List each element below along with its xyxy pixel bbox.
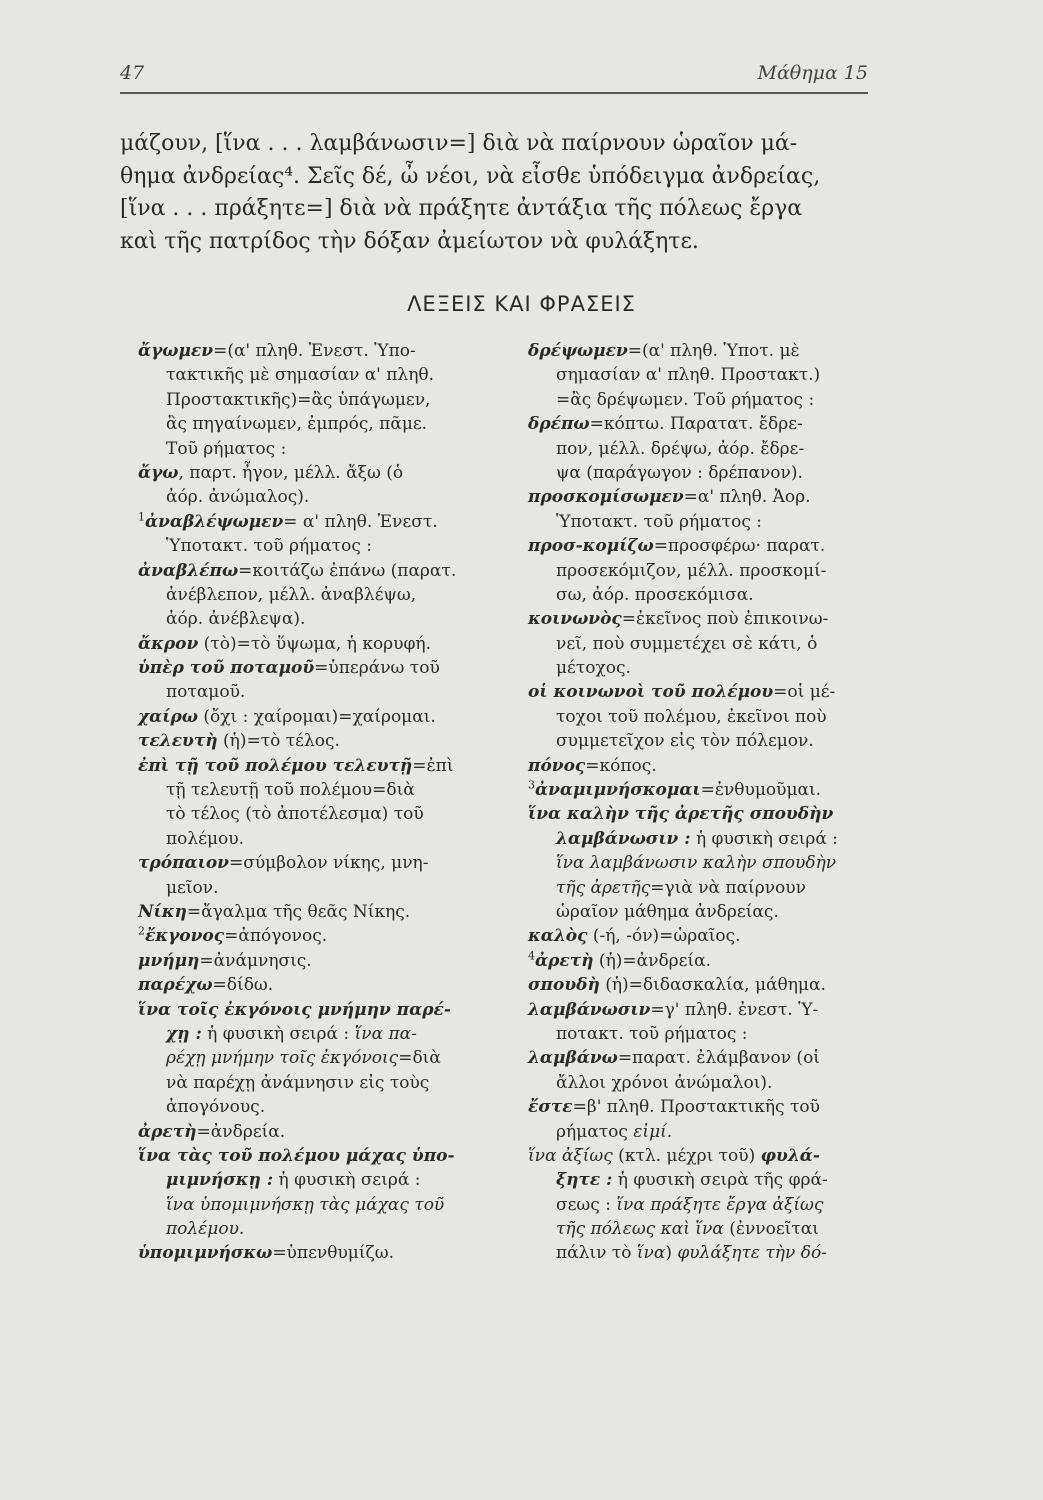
definition: =ἂς δρέψωμεν. Τοῦ ρήματος :: [556, 389, 815, 410]
glossary-line: [138, 876, 510, 900]
definition: =(α' πληθ. Ἐνεστ. Ὑπο-: [213, 341, 416, 361]
definition: τῇ τελευτῇ τοῦ πολέμου=διὰ: [166, 780, 415, 801]
italic-phrase: τῆς ἀρετῆς: [556, 877, 651, 898]
glossary-line: [528, 998, 888, 1022]
glossary-line: [138, 1095, 510, 1119]
glossary-line: [528, 1193, 888, 1217]
glossary-line: [138, 1046, 510, 1070]
definition: (ἡ)=τὸ τέλος.: [217, 731, 340, 752]
headword: πόνος: [528, 755, 586, 776]
headword: λαμβάνω: [528, 1048, 618, 1069]
definition: =προσφέρω· παρατ.: [653, 536, 826, 557]
definition: =διὰ: [398, 1048, 441, 1069]
glossary-line: [528, 778, 888, 802]
definition: σημασίαν α' πληθ. Προστακτ.): [556, 365, 821, 386]
glossary-line: [528, 754, 888, 778]
definition: προσεκόμιζον, μέλλ. προσκομί-: [556, 560, 827, 581]
glossary-line: [138, 1217, 510, 1241]
glossary-line: [528, 485, 888, 509]
definition: ρήματος: [556, 1121, 634, 1142]
definition: ὡραῖον μάθημα ἀνδρείας.: [556, 901, 779, 922]
intro-line: μάζουν, [ἵνα . . . λαμβάνωσιν=] διὰ νὰ παίρνουν ὡραῖον μά-: [120, 131, 798, 156]
glossary-line: [528, 583, 888, 607]
definition: Ὑποτακτ. τοῦ ρήματος :: [166, 536, 372, 557]
definition: ἀόρ. ἀνέβλεψα).: [166, 609, 306, 630]
glossary-line: [528, 973, 888, 997]
definition: (ἡ)=ἀνδρεία.: [593, 950, 712, 971]
headword: λαμβάνωσιν: [528, 999, 651, 1020]
definition: ἀόρ. ἀνώμαλος).: [166, 487, 310, 508]
definition: τακτικῆς μὲ σημασίαν α' πληθ.: [166, 365, 435, 386]
glossary-line: [528, 1120, 888, 1144]
glossary-line: [528, 705, 888, 729]
glossary-line: [138, 949, 510, 973]
glossary-line: [138, 973, 510, 997]
footnote-marker: 4: [528, 949, 535, 963]
definition: σω, ἀόρ. προσεκόμισα.: [556, 584, 754, 605]
glossary-line: [528, 1144, 888, 1168]
headword: δρέπω: [528, 414, 590, 435]
headword: καλὸς: [528, 926, 588, 947]
glossary-line: [528, 461, 888, 485]
italic-phrase: ἵνα ὑπομιμνήσκῃ τὰς μάχας τοῦ: [166, 1194, 445, 1215]
glossary-line: [138, 1071, 510, 1095]
glossary-line: [138, 778, 510, 802]
definition: =σύμβολον νίκης, μνη-: [228, 853, 429, 874]
definition: ἡ φυσικὴ σειρὰ τῆς φρά-: [612, 1170, 828, 1191]
headword: κοινωνὸς: [528, 609, 622, 630]
glossary-line: [138, 510, 510, 534]
definition: ἂς πηγαίνωμεν, ἐμπρός, πᾶμε.: [166, 414, 428, 435]
headword: ἄκρον: [138, 633, 199, 654]
headword: ἄγω: [138, 462, 179, 483]
footnote-marker: 3: [528, 778, 535, 792]
glossary-line: [138, 705, 510, 729]
definition: =κόπτω. Παρατατ. ἔδρε-: [589, 414, 803, 435]
definition: νεῖ, ποὺ συμμετέχει σὲ κάτι, ὁ: [556, 633, 818, 654]
headword: ἐπὶ τῇ τοῦ πολέμου τελευτῇ: [138, 755, 413, 776]
headword: μιμνήσκῃ :: [166, 1170, 274, 1191]
glossary-line: [138, 363, 510, 387]
definition: πάλιν τὸ: [556, 1243, 637, 1264]
glossary-line: [138, 802, 510, 826]
glossary-line: [138, 1241, 510, 1265]
headword: ἄγωμεν: [138, 341, 214, 361]
glossary-line: [528, 412, 888, 436]
headword: δρέψωμεν: [528, 341, 628, 361]
headword: προσκομίσωμεν: [528, 487, 684, 508]
definition: ποταμοῦ.: [166, 682, 246, 703]
glossary-line: [528, 680, 888, 704]
glossary-line: [138, 1022, 510, 1046]
definition: ἀπογόνους.: [166, 1097, 266, 1118]
definition: =ἀπόγονος.: [224, 926, 328, 947]
italic-phrase: ἵνα λαμβάνωσιν καλὴν σπουδὴν: [556, 853, 837, 874]
definition: (ἐννοεῖται: [723, 1219, 819, 1240]
italic-phrase: τῆς πόλεως καὶ ἵνα: [556, 1219, 724, 1240]
glossary-line: [528, 729, 888, 753]
definition: =ἐπὶ: [412, 755, 454, 776]
headword: ἵνα καλὴν τῆς ἀρετῆς σπουδὴν: [528, 804, 834, 825]
glossary-line: [138, 339, 510, 363]
glossary-line: [528, 559, 888, 583]
glossary-line: [528, 607, 888, 631]
definition: (τὸ)=τὸ ὕψωμα, ἡ κορυφή.: [198, 633, 431, 654]
definition: ἡ φυσικὴ σειρά :: [273, 1170, 421, 1191]
headword: μνήμη: [138, 950, 200, 971]
glossary-line: [528, 437, 888, 461]
glossary-line: [528, 1217, 888, 1241]
glossary-left-column: [138, 339, 510, 1266]
definition: σεως :: [556, 1194, 617, 1215]
glossary-line: [528, 949, 888, 973]
headword: ἵνα τὰς τοῦ πολέμου μάχας ὑπο-: [138, 1145, 455, 1166]
headword: ἀρετὴ: [138, 1121, 197, 1142]
glossary-line: [528, 900, 888, 924]
headword: ἔστε: [528, 1097, 573, 1118]
glossary-line: [528, 876, 888, 900]
section-title: ΛΕΞΕΙΣ ΚΑΙ ΦΡΑΣΕΙΣ: [407, 292, 636, 316]
glossary-line: [138, 1193, 510, 1217]
glossary-line: [528, 339, 888, 363]
glossary-line: [138, 583, 510, 607]
headword: χῃ :: [166, 1023, 202, 1044]
glossary-line: [138, 656, 510, 680]
definition: μέτοχος.: [556, 658, 631, 679]
definition: Ὑποτακτ. τοῦ ρήματος :: [556, 511, 762, 532]
headword: ἀναμιμνήσκομαι: [535, 780, 701, 801]
glossary-line: [528, 802, 888, 826]
glossary-line: [528, 851, 888, 875]
headword: Νίκη: [138, 901, 187, 922]
headword: ὑπομιμνήσκω: [138, 1243, 273, 1264]
glossary-line: [138, 388, 510, 412]
headword: ἀναβλέπω: [138, 560, 239, 581]
glossary-line: [138, 485, 510, 509]
italic-phrase: εἰμί.: [633, 1121, 673, 1142]
glossary-line: [528, 388, 888, 412]
definition: Προστακτικῆς)=ἂς ὑπάγωμεν,: [166, 389, 431, 410]
headword: ξητε :: [556, 1170, 613, 1191]
definition: Τοῦ ρήματος :: [166, 438, 287, 459]
definition: =α' πληθ. Ἀορ.: [683, 487, 811, 508]
glossary-line: [528, 1241, 888, 1265]
glossary-line: [528, 1168, 888, 1192]
definition: (κτλ. μέχρι τοῦ): [612, 1145, 761, 1166]
definition: =γ' πληθ. ἐνεστ. Ὑ-: [650, 999, 819, 1020]
glossary-line: [528, 656, 888, 680]
glossary-line: [138, 607, 510, 631]
italic-phrase: ἵνα πράξητε ἔργα ἀξίως: [616, 1194, 824, 1215]
headword: φυλά-: [760, 1145, 820, 1166]
glossary-line: [528, 510, 888, 534]
glossary-line: [528, 363, 888, 387]
glossary-line: [138, 632, 510, 656]
definition: =ἀνάμνησις.: [199, 950, 312, 971]
glossary-line: [138, 412, 510, 436]
glossary-line: [138, 559, 510, 583]
definition: =ὑπεράνω τοῦ: [314, 658, 440, 679]
definition: , παρτ. ἦγον, μέλλ. ἄξω (ὁ: [178, 462, 404, 483]
italic-phrase: ἵνα: [636, 1243, 666, 1264]
footnote-marker: 2: [138, 924, 145, 938]
glossary-line: [528, 1071, 888, 1095]
definition: =κόπος.: [585, 755, 657, 776]
definition: =ὑπενθυμίζω.: [272, 1243, 394, 1264]
headword: ὑπὲρ τοῦ ποταμοῦ: [138, 658, 315, 679]
definition: συμμετεῖχον εἰς τὸν πόλεμον.: [556, 731, 814, 752]
definition: πολέμου.: [166, 828, 245, 849]
headword: λαμβάνωσιν :: [556, 828, 691, 849]
glossary-line: [138, 754, 510, 778]
footnote-marker: 1: [138, 510, 145, 524]
definition: (ὄχι : χαίρομαι)=χαίρομαι.: [197, 706, 436, 727]
glossary-line: [138, 900, 510, 924]
definition: νὰ παρέχῃ ἀνάμνησιν εἰς τοὺς: [166, 1072, 430, 1093]
definition: =ἐκεῖνος ποὺ ἐπικοινω-: [621, 609, 829, 630]
headword: τελευτὴ: [138, 731, 218, 752]
glossary-line: [528, 1095, 888, 1119]
definition: =γιὰ νὰ παίρνουν: [650, 877, 806, 898]
lesson-title: Μάθημα 15: [757, 62, 868, 84]
definition: ἡ φυσικὴ σειρά :: [690, 828, 838, 849]
italic-phrase: φυλάξητε τὴν δό-: [677, 1243, 827, 1264]
glossary-line: [138, 827, 510, 851]
definition: πον, μέλλ. δρέψω, ἀόρ. ἔδρε-: [556, 438, 805, 459]
definition: ): [665, 1243, 678, 1264]
definition: ἡ φυσικὴ σειρά :: [201, 1023, 355, 1044]
headword: χαίρω: [138, 706, 198, 727]
glossary-line: [138, 1168, 510, 1192]
headword: ἀρετὴ: [535, 950, 594, 971]
glossary-line: [138, 729, 510, 753]
definition: =ἄγαλμα τῆς θεᾶς Νίκης.: [186, 901, 411, 922]
definition: ἀνέβλεπον, μέλλ. ἀναβλέψω,: [166, 584, 417, 605]
italic-phrase: ρέχῃ μνήμην τοῖς ἐκγόνοις: [166, 1048, 399, 1069]
intro-line: [ἵνα . . . πράξητε=] διὰ νὰ πράξητε ἀντάξια τῆς πόλεως ἔργα: [120, 196, 803, 221]
definition: =ἀνδρεία.: [196, 1121, 286, 1142]
headword: ἀναβλέψωμεν: [145, 511, 284, 532]
page-number: 47: [120, 62, 145, 84]
definition: =παρατ. ἐλάμβανον (οἱ: [617, 1048, 820, 1069]
definition: τοχοι τοῦ πολέμου, ἐκεῖνοι ποὺ: [556, 706, 827, 727]
intro-paragraph: [120, 128, 872, 258]
italic-phrase: ἵνα ἀξίως: [528, 1145, 613, 1166]
definition: = α' πληθ. Ἐνεστ.: [283, 511, 438, 532]
definition: ἄλλοι χρόνοι ἀνώμαλοι).: [556, 1072, 773, 1093]
page-header: [120, 62, 868, 94]
glossary-line: [138, 680, 510, 704]
headword: προσ-κομίζω: [528, 536, 654, 557]
definition: =οἱ μέ-: [773, 682, 836, 703]
header-rule: [120, 92, 868, 94]
definition: ποτακτ. τοῦ ρήματος :: [556, 1023, 748, 1044]
glossary-line: [138, 461, 510, 485]
glossary-line: [138, 437, 510, 461]
glossary-line: [528, 1046, 888, 1070]
headword: παρέχω: [138, 975, 213, 996]
definition: =κοιτάζω ἐπάνω (παρατ.: [238, 560, 457, 581]
glossary-line: [528, 1022, 888, 1046]
definition: τὸ τέλος (τὸ ἀποτέλεσμα) τοῦ: [166, 804, 424, 825]
glossary-line: [138, 1120, 510, 1144]
italic-phrase: ἵνα πα-: [354, 1023, 417, 1044]
definition: (ἡ)=διδασκαλία, μάθημα.: [599, 975, 826, 996]
glossary-line: [138, 1144, 510, 1168]
glossary-line: [138, 924, 510, 948]
headword: ἵνα τοῖς ἐκγόνοις μνήμην παρέ-: [138, 999, 451, 1020]
definition: (-ή, -όν)=ὡραῖος.: [587, 926, 741, 947]
glossary-line: [138, 534, 510, 558]
italic-phrase: πολέμου.: [166, 1219, 245, 1240]
glossary-line: [138, 998, 510, 1022]
headword: ἔκγονος: [145, 926, 225, 947]
intro-line: θημα ἀνδρείας⁴. Σεῖς δέ, ὦ νέοι, νὰ εἶσθε ὑπόδειγμα ἀνδρείας,: [120, 163, 821, 189]
definition: μεῖον.: [166, 877, 219, 898]
definition: =β' πληθ. Προστακτικῆς τοῦ: [572, 1097, 820, 1118]
glossary-right-column: [528, 339, 888, 1266]
glossary-line: [528, 632, 888, 656]
definition: =(α' πληθ. Ὑποτ. μὲ: [627, 341, 800, 361]
definition: =δίδω.: [212, 975, 274, 996]
glossary-line: [528, 534, 888, 558]
headword: οἱ κοινωνοὶ τοῦ πολέμου: [528, 682, 774, 703]
definition: =ἐνθυμοῦμαι.: [700, 780, 822, 801]
glossary-line: [138, 851, 510, 875]
glossary-line: [528, 827, 888, 851]
headword: τρόπαιον: [138, 853, 229, 874]
glossary-line: [528, 924, 888, 948]
intro-line: καὶ τῆς πατρίδος τὴν δόξαν ἀμείωτον νὰ φυλάξητε.: [120, 228, 699, 254]
definition: ψα (παράγωγον : δρέπανον).: [556, 462, 803, 483]
headword: σπουδὴ: [528, 975, 600, 996]
